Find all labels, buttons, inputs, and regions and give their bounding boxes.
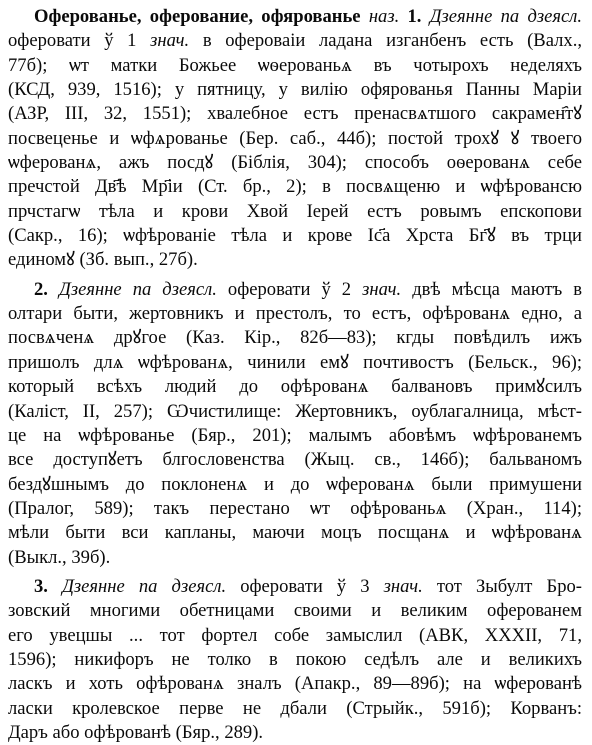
entry-text: его увецшы ... тот фортел собе замыслил (АВК, XXXII, 71, bbox=[8, 624, 582, 646]
entry-text: зовский многими обетницами своими и великим оферованем bbox=[8, 600, 582, 622]
sense-first-line bbox=[8, 278, 582, 302]
entry-text: (Калiст, II, 257); Ѡчистилище: Жертовникъ, оублагалница, мѣст- bbox=[8, 400, 582, 422]
entry-line bbox=[8, 351, 582, 375]
entry-text: (АЗР, III, 32, 1551); хвалебное естъ пренасвѧтшого сакрамен҄тꙋ bbox=[8, 103, 582, 125]
entry-text: ласки кролевское перве не дбали (Стрыйк., 591б); Корванъ: bbox=[8, 697, 582, 719]
entry-text: оферовати ў 3 bbox=[226, 575, 384, 597]
entry-line bbox=[8, 127, 582, 151]
entry-text: который всѣхъ людий до офѣрованѧ балвановъ примꙋсилъ bbox=[8, 376, 582, 398]
sense-number: 2. bbox=[34, 278, 48, 300]
entry-text: це на ѡфѣрованье (Бяр., 201); малымъ абовѣмъ ѡфѣрованемъ bbox=[8, 424, 582, 446]
part-of-speech: наз. bbox=[368, 6, 400, 27]
entry-line bbox=[8, 302, 582, 326]
entry-line bbox=[8, 54, 582, 78]
italic-text: Дзеянне па дзеясл. bbox=[58, 278, 217, 300]
headword: Оферованье, оферование, офярованье bbox=[34, 6, 361, 27]
entry-text: ласкъ и хоть офѣрованѧ зналъ (Апакр., 89—89б); на ѡферованѣ bbox=[8, 673, 582, 695]
entry-line bbox=[8, 448, 582, 472]
entry-text: (КСД, 939, 1516); у пятницу, у вилiю офярованья Панны Марiи bbox=[8, 79, 582, 101]
entry-text: посвеценье и ѡфѧрованье (Бер. саб., 44б); постой трохꙋ ꙋ твоего bbox=[8, 127, 582, 149]
dictionary-entry bbox=[8, 5, 582, 745]
entry-text: оферовати ў 1 bbox=[8, 30, 151, 52]
italic-text: Дзеянне па дзеясл. bbox=[429, 6, 582, 27]
entry-line bbox=[8, 78, 582, 102]
entry-text: ѡферованѧ, ажъ посдꙋ (Бiблiя, 304); способъ оѳерованѧ себе bbox=[8, 152, 582, 174]
entry-text: пришолъ длѧ ѡфѣрованѧ, чинили емꙋ почтивостъ (Бельск., 96); bbox=[8, 351, 582, 373]
entry-text: мѣли быти вси капланы, маючи моцъ посщанѧ и ѡфѣрованѧ bbox=[8, 522, 582, 544]
entry-line bbox=[8, 424, 582, 448]
entry-line bbox=[8, 248, 582, 272]
entry-line bbox=[8, 224, 582, 248]
entry-text: единомꙋ (Зб. вып., 27б). bbox=[8, 249, 198, 271]
entry-text: тот Зыбулт Бро- bbox=[422, 575, 582, 597]
italic-text: Дзеянне па дзеясл. bbox=[62, 575, 227, 597]
entry-line bbox=[8, 672, 582, 696]
entry-text: 77б); ѡт матки Божьее ѡѳерованьѧ въ чотырохъ неделяхъ bbox=[8, 54, 582, 76]
entry-line bbox=[8, 624, 582, 648]
entry-text: в офероваiи ладана изганбенъ есть (Валх., bbox=[189, 30, 582, 52]
entry-text: оферовати ў 2 bbox=[216, 278, 363, 300]
entry-text: прчстагѡ тѣла и крови Хвой Iерей естъ ровымъ епскопови bbox=[8, 200, 582, 222]
entry-text: бездꙋшнымъ до поклоненѧ и до ѡферованѧ были примушени bbox=[8, 473, 582, 495]
entry-text: двѣ мѣсца маютъ в bbox=[401, 278, 582, 300]
entry-line bbox=[8, 648, 582, 672]
entry-text: посвѧченѧ дрꙋгое (Каз. Кiр., 82б—83); кгды повѣдилъ ижъ bbox=[8, 327, 582, 349]
entry-line bbox=[8, 721, 582, 745]
entry-line bbox=[8, 400, 582, 424]
entry-line bbox=[8, 200, 582, 224]
entry-line bbox=[8, 497, 582, 521]
entry-text: (Пралог, 589); такъ перестано ѡт офѣрованьѧ (Хран., 114); bbox=[8, 497, 582, 519]
sense-first-line bbox=[8, 5, 582, 29]
entry-line bbox=[8, 326, 582, 350]
entry-text: (Выкл., 39б). bbox=[8, 546, 111, 568]
entry-line bbox=[8, 151, 582, 175]
entry-text: 1596); никифоръ не толко в покою седѣлъ але и великихъ bbox=[8, 648, 582, 670]
entry-line bbox=[8, 599, 582, 623]
entry-line bbox=[8, 521, 582, 545]
entry-text: олтари быти, жертовникъ и престолъ, то естъ, офѣрованѧ едно, а bbox=[8, 303, 582, 325]
entry-text: (Сакр., 16); ѡфѣрованiе тѣла и крове Іс҃а Хрста Бг҃ꙋ въ трци bbox=[8, 225, 582, 247]
sense-number: 3. bbox=[34, 575, 48, 597]
sense-number: 1. bbox=[407, 6, 422, 27]
entry-text: Даръ або офѣрованѣ (Бяр., 289). bbox=[8, 721, 264, 743]
entry-line bbox=[8, 102, 582, 126]
italic-text: знач. bbox=[383, 575, 423, 597]
entry-line bbox=[8, 175, 582, 199]
entry-text: все доступꙋетъ блгословенства (Жыц. св., 146б); бальваномъ bbox=[8, 449, 582, 471]
italic-text: знач. bbox=[362, 278, 402, 300]
italic-text: знач. bbox=[150, 30, 190, 52]
entry-line bbox=[8, 546, 582, 570]
entry-text: пречстой Дв҃ѣ Мр҃іи (Ст. бр., 2); в посвѧщеню и ѡфѣровансю bbox=[8, 176, 582, 198]
entry-line bbox=[8, 473, 582, 497]
sense-first-line bbox=[8, 575, 582, 599]
entry-line bbox=[8, 29, 582, 53]
entry-line bbox=[8, 697, 582, 721]
entry-line bbox=[8, 375, 582, 399]
